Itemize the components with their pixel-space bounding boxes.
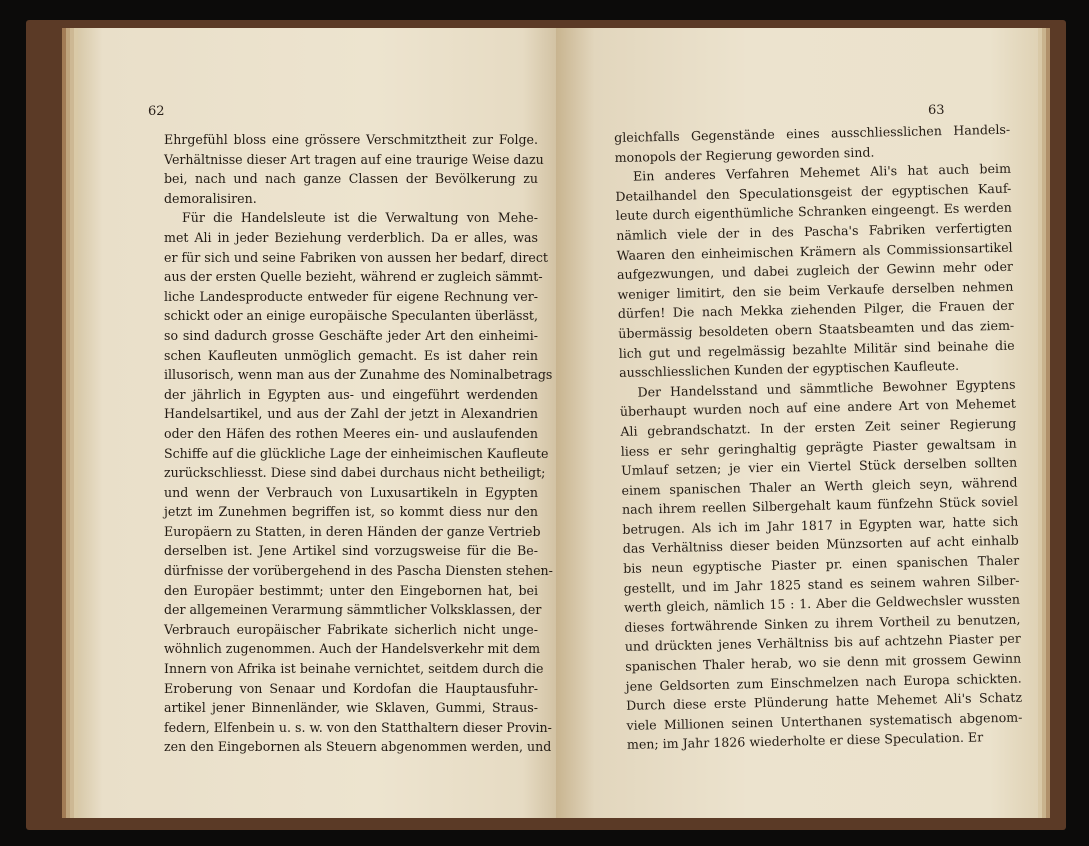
text-line: Innern von Afrika ist beinahe vernichtet, seitdem durch die [164, 661, 544, 677]
text-line: gleichfalls Gegenstände eines ausschliesslichen Handels- [614, 121, 1011, 145]
page-number-right: 63 [928, 103, 945, 118]
text-line: das Verhältniss dieser beiden Münzsorten auf acht einhalb [622, 533, 1019, 557]
text-line: weniger limitirt, den sie beim Verkaufe derselben nehmen [617, 278, 1014, 302]
text-line: schickt oder an einige europäische Speculanten überlässt, [164, 308, 538, 324]
text-line: leute durch eigenthümliche Schranken eingeengt. Es werden [615, 200, 1012, 224]
right-page-text [614, 120, 1023, 755]
text-line: und drückten jenes Verhältniss bis auf achtzehn Piaster per [624, 631, 1021, 655]
text-line: artikel jener Binnenländer, wie Sklaven, Gummi, Straus- [164, 700, 538, 716]
text-line: Ehrgefühl bloss eine grössere Verschmitztheit zur Folge. [164, 132, 538, 147]
text-line: Detailhandel den Speculationsgeist der egyptischen Kauf- [615, 180, 1012, 204]
text-line: Waaren den einheimischen Krämern als Commissionsartikel [616, 239, 1013, 263]
text-line: jene Geldsorten zum Einschmelzen nach Europa schickten. [625, 670, 1022, 694]
text-line: jetzt im Zunehmen begriffen ist, so kommt diess nur den [164, 504, 538, 520]
text-line: er für sich und seine Fabriken von aussen her bedarf, direct [164, 249, 548, 265]
text-line: der jährlich in Egypten aus- und eingeführt werdenden [164, 386, 538, 402]
text-line: werth gleich, nämlich 15 : 1. Aber die Geldwechsler wussten [623, 591, 1021, 616]
text-line: Eroberung von Senaar und Kordofan die Hauptausfuhr- [164, 680, 538, 696]
text-line: bis neun egyptische Piaster pr. einen spanischen Thaler [623, 552, 1020, 576]
text-line: bei, nach und nach ganze Classen der Bevölkerung zu [164, 171, 538, 187]
text-line: den Europäer bestimmt; unter den Eingebornen hat, bei [164, 582, 538, 598]
text-line: men; im Jahr 1826 wiederholte er diese Speculation. Er [626, 729, 984, 753]
text-line: Der Handelsstand und sämmtliche Bewohner Egyptens [637, 376, 1016, 400]
text-line: liess er sehr geringhaltig geprägte Piaster gewaltsam in [620, 435, 1017, 459]
text-line: Verbrauch europäischer Fabrikate sicherlich nicht unge- [164, 621, 538, 637]
text-line: Schiffe auf die glückliche Lage der einheimischen Kaufleute [164, 445, 549, 461]
text-line: Umlauf setzen; je vier ein Viertel Stück derselben sollten [621, 454, 1018, 479]
text-line: demoralisiren. [164, 190, 257, 206]
text-line: monopols der Regierung geworden sind. [614, 144, 875, 165]
text-line: aus der ersten Quelle bezieht, während er zugleich sämmt- [164, 269, 543, 285]
text-line: zurückschliesst. Diese sind dabei durchaus nicht betheiligt; [164, 465, 546, 481]
text-line: met Ali in jeder Beziehung verderblich. Da er alles, was [164, 229, 538, 245]
text-line: Handelsartikel, und aus der Zahl der jetzt in Alexandrien [164, 406, 538, 422]
text-line: derselben ist. Jene Artikel sind vorzugsweise für die Be- [164, 543, 538, 559]
right-page [556, 28, 1038, 818]
text-line: dieses fortwährende Sinken zu ihrem Vortheil zu benutzen, [624, 611, 1021, 635]
text-line: gestellt, und im Jahr 1825 stand es seinem wahren Silber- [623, 572, 1020, 596]
text-line: nämlich viele der in des Pascha's Fabriken verfertigten [616, 219, 1013, 243]
text-line: überhaupt wurden noch auf eine andere Art von Mehemet [619, 395, 1017, 420]
page-number-left: 62 [148, 104, 165, 119]
text-line: federn, Elfenbein u. s. w. von den Statthaltern dieser Provin- [164, 719, 552, 735]
text-line: aufgezwungen, und dabei zugleich der Gewinn mehr oder [616, 258, 1014, 283]
text-line: zen den Eingebornen als Steuern abgenommen werden, und [164, 739, 552, 755]
text-line: Ali gebrandschatzt. In der ersten Zeit seiner Regierung [620, 415, 1017, 439]
text-line: ausschliesslichen Kunden der egyptischen Kaufleute. [618, 357, 960, 381]
text-line: der allgemeinen Verarmung sämmtlicher Volksklassen, der [164, 602, 542, 618]
left-page-text [164, 130, 553, 757]
text-line: oder den Häfen des rothen Meeres ein- und auslaufenden [164, 425, 538, 441]
text-line: liche Landesproducte entweder für eigene Rechnung ver- [164, 288, 538, 304]
text-line: Für die Handelsleute ist die Verwaltung von Mehe- [182, 210, 538, 226]
text-line: Europäern zu Statten, in deren Händen der ganze Vertrieb [164, 523, 541, 539]
text-line: einem spanischen Thaler an Werth gleich seyn, während [621, 474, 1018, 498]
text-line: viele Millionen seinen Unterthanen systematisch abgenom- [626, 709, 1023, 733]
text-line: lich gut und regelmässig bezahlte Militär sind beinahe die [618, 337, 1015, 361]
text-line: und wenn der Verbrauch von Luxusartikeln in Egypten [164, 484, 538, 500]
text-line: dürfen! Die nach Mekka ziehenden Pilger, die Frauen der [617, 298, 1014, 322]
text-line: wöhnlich zugenommen. Auch der Handelsverkehr mit dem [164, 641, 541, 657]
text-line: dürfnisse der vorübergehend in des Pascha Diensten stehen- [164, 563, 553, 579]
left-page [78, 28, 572, 818]
text-line: illusorisch, wenn man aus der Zunahme des Nominalbetrags [164, 367, 553, 383]
text-line: betrugen. Als ich im Jahr 1817 in Egypten war, hatte sich [622, 513, 1019, 537]
text-line: Durch diese erste Plünderung hatte Mehemet Ali's Schatz [625, 689, 1023, 714]
text-line: Verhältnisse dieser Art tragen auf eine traurige Weise dazu [164, 151, 544, 167]
text-line: schen Kaufleuten unmöglich gemacht. Es ist daher rein [164, 347, 538, 363]
text-line: nach ihrem reellen Silbergehalt kaum fünfzehn Stück soviel [621, 493, 1019, 518]
text-line: übermässig besoldeten obern Staatsbeamten und das ziem- [618, 317, 1015, 341]
text-line: so sind dadurch grosse Geschäfte jeder Art den einheimi- [164, 327, 538, 343]
text-line: spanischen Thaler herab, wo sie denn mit grossem Gewinn [625, 650, 1022, 674]
text-line: Ein anderes Verfahren Mehemet Ali's hat auch beim [632, 160, 1012, 184]
